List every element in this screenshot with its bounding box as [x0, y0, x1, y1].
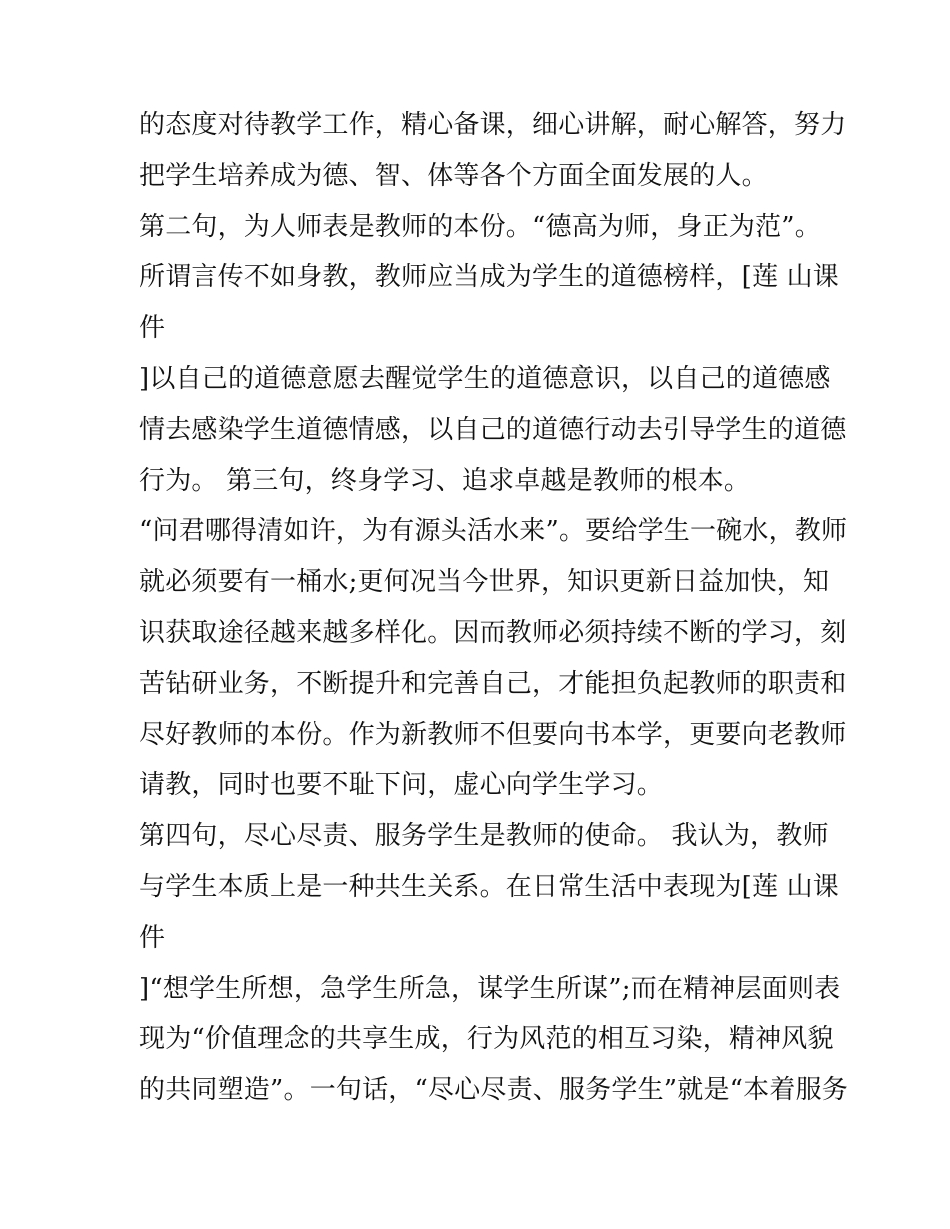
text-line: 识获取途径越来越多样化。因而教师必须持续不断的学习，刻	[139, 617, 847, 648]
body-text	[139, 100, 848, 1116]
text-line: 情去感染学生道德情感，以自己的道德行动去引导学生的道德	[139, 414, 847, 445]
text-line: 就必须要有一桶水;更何况当今世界，知识更新日益加快，知	[139, 567, 830, 598]
text-line: 件	[139, 922, 166, 953]
text-line: 的态度对待教学工作，精心备课，细心讲解，耐心解答，努力	[139, 110, 847, 140]
text-line: 的共同塑造”。一句话，“尽心尽责、服务学生”就是“本着服务	[139, 1075, 848, 1106]
text-line: 现为“价值理念的共享生成，行为风范的相互习染，精神风貌	[139, 1024, 834, 1055]
text-line: 与学生本质上是一种共生关系。在日常生活中表现为[莲 山课	[139, 871, 840, 902]
text-line: 件	[139, 313, 166, 344]
text-line: 请教，同时也要不耻下问，虚心向学生学习。	[139, 770, 664, 801]
text-line: 尽好教师的本份。作为新教师不但要向书本学，更要向老教师	[139, 719, 847, 750]
text-line: 第四句，尽心尽责、服务学生是教师的使命。 我认为，教师	[139, 821, 829, 852]
text-line: 行为。 第三句，终身学习、追求卓越是教师的根本。	[139, 465, 751, 496]
text-line: 第二句，为人师表是教师的本份。“德高为师，身正为范”。	[139, 211, 821, 242]
text-line: 所谓言传不如身教，教师应当成为学生的道德榜样，[莲 山课	[139, 262, 840, 293]
text-line: ]“想学生所想，急学生所急，谋学生所谋”;而在精神层面则表	[139, 973, 841, 1004]
text-line: ]以自己的道德意愿去醒觉学生的道德意识，以自己的道德感	[139, 363, 831, 394]
text-line: 苦钻研业务，不断提升和完善自己，才能担负起教师的职责和	[139, 668, 847, 699]
text-line: “问君哪得清如许，为有源头活水来”。要给学生一碗水，教师	[139, 516, 848, 547]
text-line: 把学生培养成为德、智、体等各个方面全面发展的人。	[139, 160, 768, 191]
